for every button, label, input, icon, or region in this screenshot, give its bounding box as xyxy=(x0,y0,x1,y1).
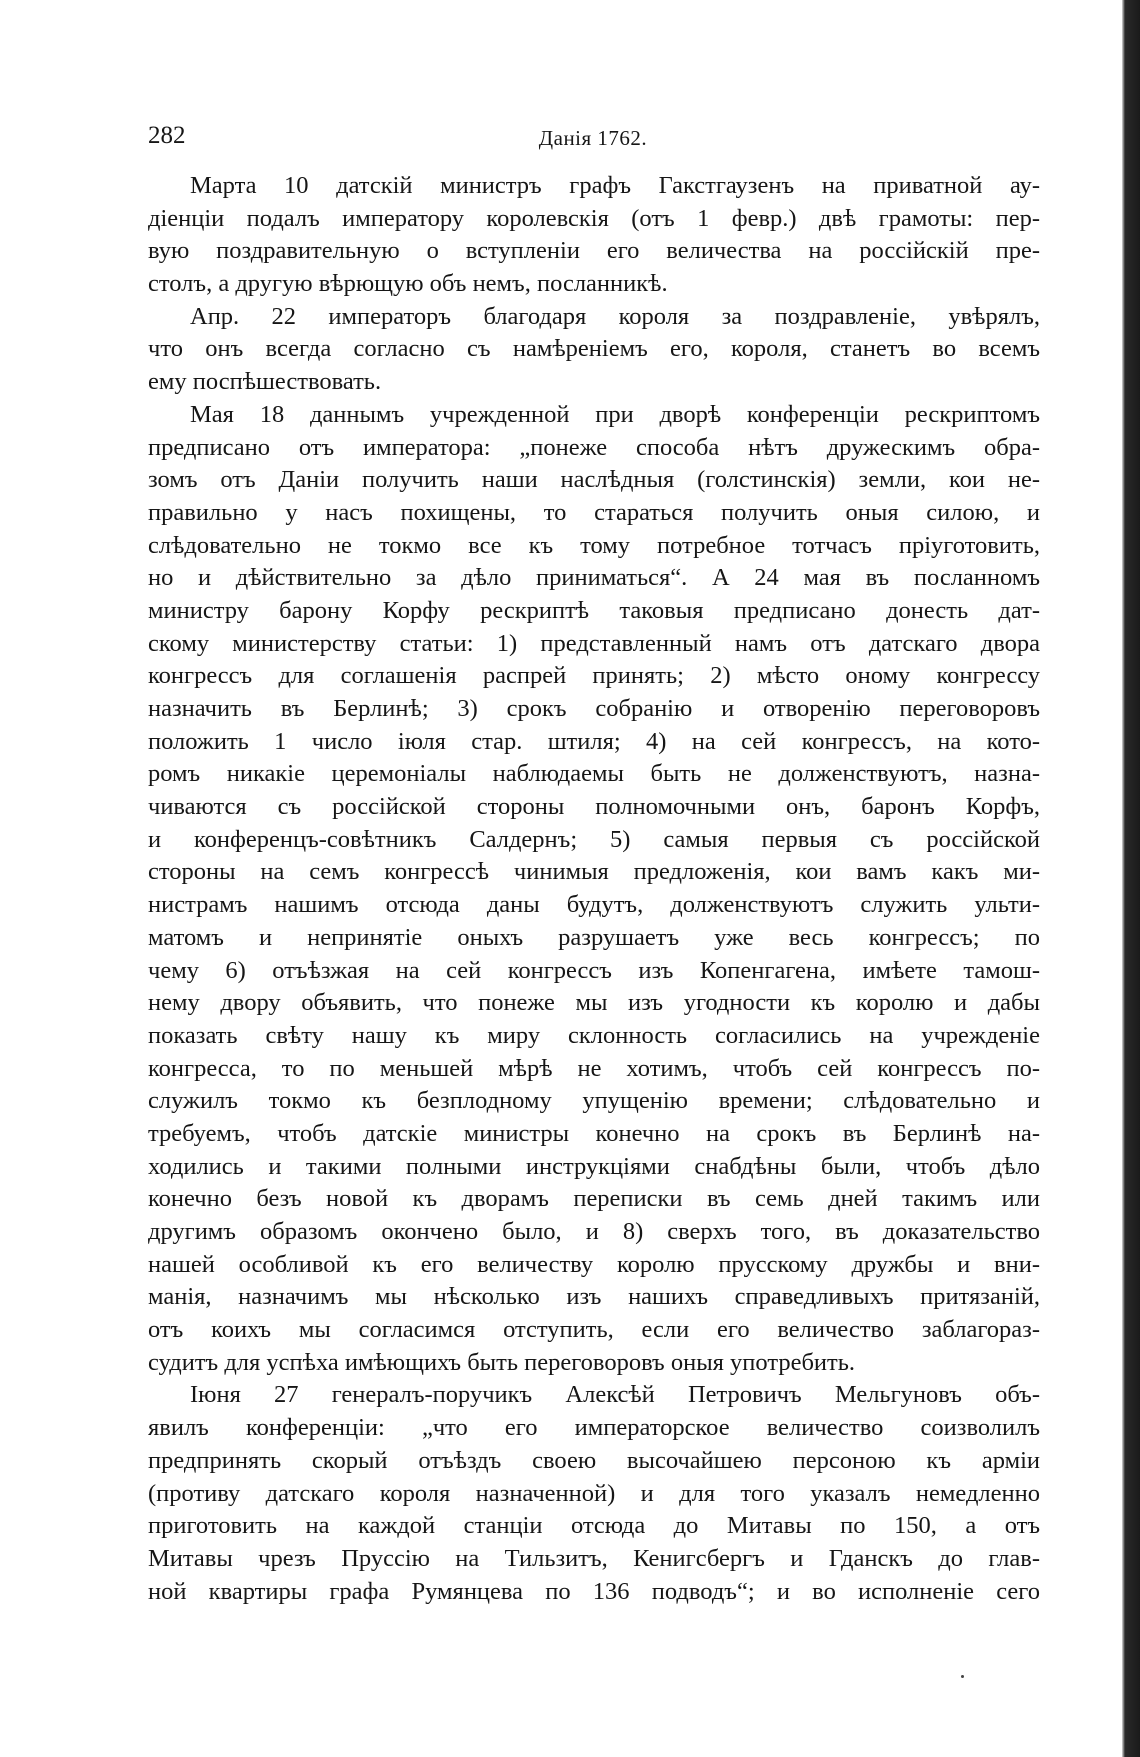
text-line: матомъ и непринятіе оныхъ разрушаетъ уже весь конгрессъ; по xyxy=(148,923,1040,951)
text-line: Іюня 27 генералъ-поручикъ Алексѣй Петровичъ Мельгуновъ объ- xyxy=(190,1381,1040,1409)
body-text xyxy=(148,170,1040,1608)
text-line: что онъ всегда согласно съ намѣреніемъ его, короля, станетъ во всемъ xyxy=(148,335,1040,363)
text-line: приготовить на каждой станціи отсюда до Митавы по 150, а отъ xyxy=(148,1512,1040,1540)
scan-speck xyxy=(961,1675,964,1678)
text-line: нему двору объявить, что понеже мы изъ угодности къ королю и дабы xyxy=(148,989,1040,1017)
text-line: чему 6) отъѣзжая на сей конгрессъ изъ Копенгагена, имѣете тамош- xyxy=(148,956,1040,984)
text-line: Марта 10 датскій министръ графъ Гакстгаузенъ на приватной ау- xyxy=(190,172,1040,199)
text-line: (противу датскаго короля назначенной) и для того указалъ немедленно xyxy=(148,1479,1040,1507)
text-line: но и дѣйствительно за дѣло приниматься“. А 24 мая въ посланномъ xyxy=(148,564,1040,592)
text-line: стороны на семъ конгрессѣ чинимыя предложенія, кои вамъ какъ ми- xyxy=(148,858,1040,886)
text-line: явилъ конференціи: „что его императорское величество соизволилъ xyxy=(148,1414,1040,1442)
text-line: показать свѣту нашу къ миру склонность согласились на учрежденіе xyxy=(148,1021,1040,1049)
paragraph-april-22 xyxy=(148,301,1040,399)
text-line: предпринять скорый отъѣздъ своею высочайшею персоною къ арміи xyxy=(148,1446,1040,1474)
text-line: назначить въ Берлинѣ; 3) срокъ собранію и отворенію переговоровъ xyxy=(148,695,1040,722)
text-line: зомъ отъ Даніи получить наши наслѣдныя (голстинскія) земли, кои не- xyxy=(148,466,1040,494)
text-line: скому министерству статьи: 1) представленный намъ отъ датскаго двора xyxy=(148,629,1040,657)
text-line: судитъ для успѣха имѣющихъ быть переговоровъ оныя употребить. xyxy=(148,1348,856,1376)
text-line: министру барону Корфу рескриптѣ таковыя предписано донесть дат- xyxy=(148,596,1040,624)
text-line: діенціи подалъ императору королевскія (отъ 1 февр.) двѣ грамоты: пер- xyxy=(148,204,1040,232)
text-line: другимъ образомъ окончено было, и 8) сверхъ того, въ доказательство xyxy=(148,1218,1040,1245)
text-line: Мая 18 даннымъ учрежденной при дворѣ конференціи рескриптомъ xyxy=(190,400,1040,428)
paragraph-may-18 xyxy=(148,399,1040,1380)
text-line: конгрессъ для соглашенія распрей принять; 2) мѣсто оному конгрессу xyxy=(148,662,1040,690)
text-line: вую поздравительную о вступленіи его величества на россійскій пре- xyxy=(148,237,1040,265)
text-line: ромъ никакіе церемоніалы наблюдаемы быть не долженствуютъ, назна- xyxy=(148,760,1040,788)
text-line: ему поспѣшествовать. xyxy=(148,368,382,396)
text-line: предписано отъ императора: „понеже способа нѣтъ дружескимъ обра- xyxy=(148,433,1040,461)
text-line: служилъ токмо къ безплодному упущенію времени; слѣдовательно и xyxy=(148,1087,1040,1115)
text-line: ходились и такими полными инструкціями снабдѣны были, чтобъ дѣло xyxy=(148,1152,1040,1180)
text-line: и конференцъ-совѣтникъ Салдернъ; 5) самыя первыя съ россійской xyxy=(148,825,1040,853)
text-line: Апр. 22 императоръ благодаря короля за поздравленіе, увѣрялъ, xyxy=(190,302,1040,330)
page-header-title: Данія 1762. xyxy=(538,126,648,150)
page-edge-shadow xyxy=(1122,0,1140,1757)
text-line: конгресса, то по меньшей мѣрѣ не хотимъ, чтобъ сей конгрессъ по- xyxy=(148,1054,1040,1082)
text-line: Митавы чрезъ Пруссію на Тильзитъ, Кенигсбергъ и Гданскъ до глав- xyxy=(148,1544,1040,1572)
text-line: ной квартиры графа Румянцева по 136 подводъ“; и во исполненіе сего xyxy=(148,1577,1040,1605)
text-line: манія, назначимъ мы нѣсколько изъ нашихъ справедливыхъ притязаній, xyxy=(148,1283,1040,1311)
text-line: положить 1 число іюля стар. штиля; 4) на сей конгрессъ, на кото- xyxy=(148,727,1040,755)
running-header xyxy=(148,122,1038,156)
paragraph-june-27 xyxy=(148,1379,1040,1608)
text-line: нистрамъ нашимъ отсюда даны будутъ, долженствуютъ служить ульти- xyxy=(148,891,1040,919)
text-line: отъ коихъ мы согласимся отступить, если его величество заблагораз- xyxy=(148,1316,1040,1344)
text-line: слѣдовательно не токмо все къ тому потребное тотчасъ пріуготовить, xyxy=(148,531,1040,559)
text-line: правильно у насъ похищены, то стараться получить оныя силою, и xyxy=(148,498,1040,526)
text-line: нашей особливой къ его величеству королю прусскому дружбы и вни- xyxy=(148,1250,1040,1278)
paragraph-march-10 xyxy=(148,170,1040,301)
text-line: чиваются съ россійской стороны полномочными онъ, баронъ Корфъ, xyxy=(148,793,1040,821)
text-line: требуемъ, чтобъ датскіе министры конечно на срокъ въ Берлинѣ на- xyxy=(148,1119,1040,1147)
text-line: конечно безъ новой къ дворамъ переписки въ семь дней такимъ или xyxy=(148,1185,1040,1213)
text-line: столъ, а другую вѣрющую объ немъ, посланникѣ. xyxy=(148,270,668,298)
page-number: 282 xyxy=(148,122,186,149)
